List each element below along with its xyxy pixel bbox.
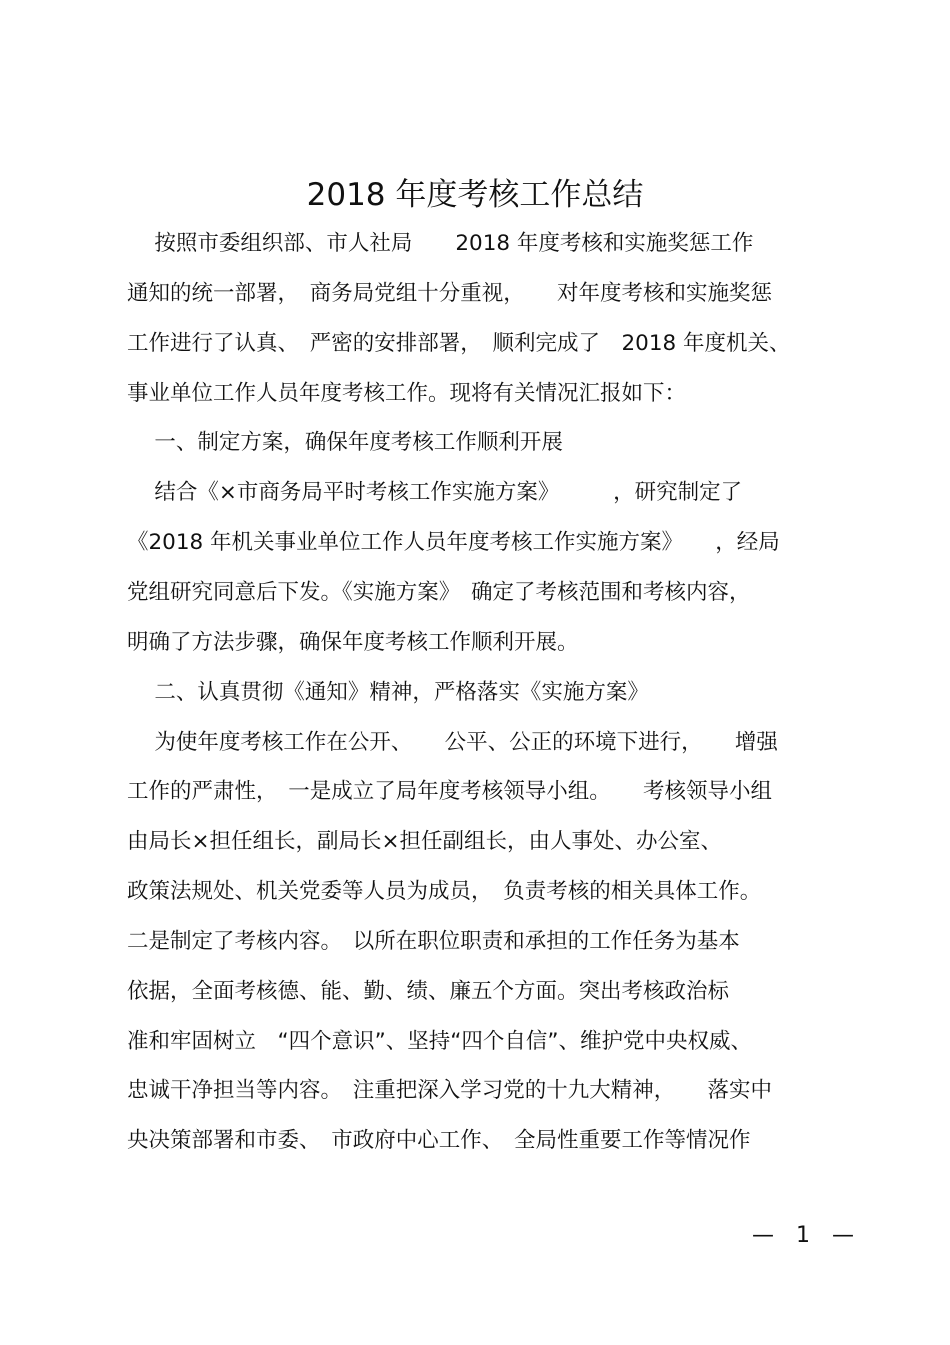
body-line: 由局长×担任组长，副局长×担任副组长，由人事处、办公室、 — [127, 829, 723, 854]
body-line: 二是制定了考核内容。 以所在职位职责和承担的工作任务为基本 — [127, 929, 740, 954]
body-line: 《2018 年机关事业单位工作人员年度考核工作实施方案》 ，经局 — [127, 530, 780, 555]
body-line: 政策法规处、机关党委等人员为成员， 负责考核的相关具体工作。 — [127, 879, 762, 904]
body-line: 准和牢固树立 “四个意识”、坚持“四个自信”、维护党中央权威、 — [127, 1029, 753, 1054]
body-line: 通知的统一部署， 商务局党组十分重视， 对年度考核和实施奖惩 — [127, 281, 773, 306]
body-line: 工作的严肃性， 一是成立了局年度考核领导小组。 考核领导小组 — [127, 779, 773, 804]
body-line: 为使年度考核工作在公开、 公平、公正的环境下进行， 增强 — [127, 730, 778, 755]
body-line: 二、认真贯彻《通知》精神，严格落实《实施方案》 — [127, 680, 649, 705]
document-title: 2018 年度考核工作总结 — [306, 177, 644, 213]
body-line: 党组研究同意后下发。《实施方案》 确定了考核范围和考核内容， — [127, 580, 751, 605]
body-line: 忠诚干净担当等内容。 注重把深入学习党的十九大精神， 落实中 — [127, 1078, 773, 1103]
body-line: 明确了方法步骤，确保年度考核工作顺利开展。 — [127, 630, 579, 655]
body-line: 依据，全面考核德、能、勤、绩、廉五个方面。突出考核政治标 — [127, 979, 730, 1004]
body-line: 事业单位工作人员年度考核工作。现将有关情况汇报如下： — [127, 381, 687, 406]
body-line: 一、制定方案，确保年度考核工作顺利开展 — [127, 430, 563, 455]
page-number: — 1 — — [752, 1223, 854, 1248]
body-line: 央决策部署和市委、 市政府中心工作、 全局性重要工作等情况作 — [127, 1128, 751, 1153]
body-line: 结合《×市商务局平时考核工作实施方案》 ，研究制定了 — [127, 480, 743, 505]
body-line: 工作进行了认真、 严密的安排部署， 顺利完成了 2018 年度机关、 — [127, 331, 791, 356]
body-line: 按照市委组织部、市人社局 2018 年度考核和实施奖惩工作 — [127, 231, 754, 256]
